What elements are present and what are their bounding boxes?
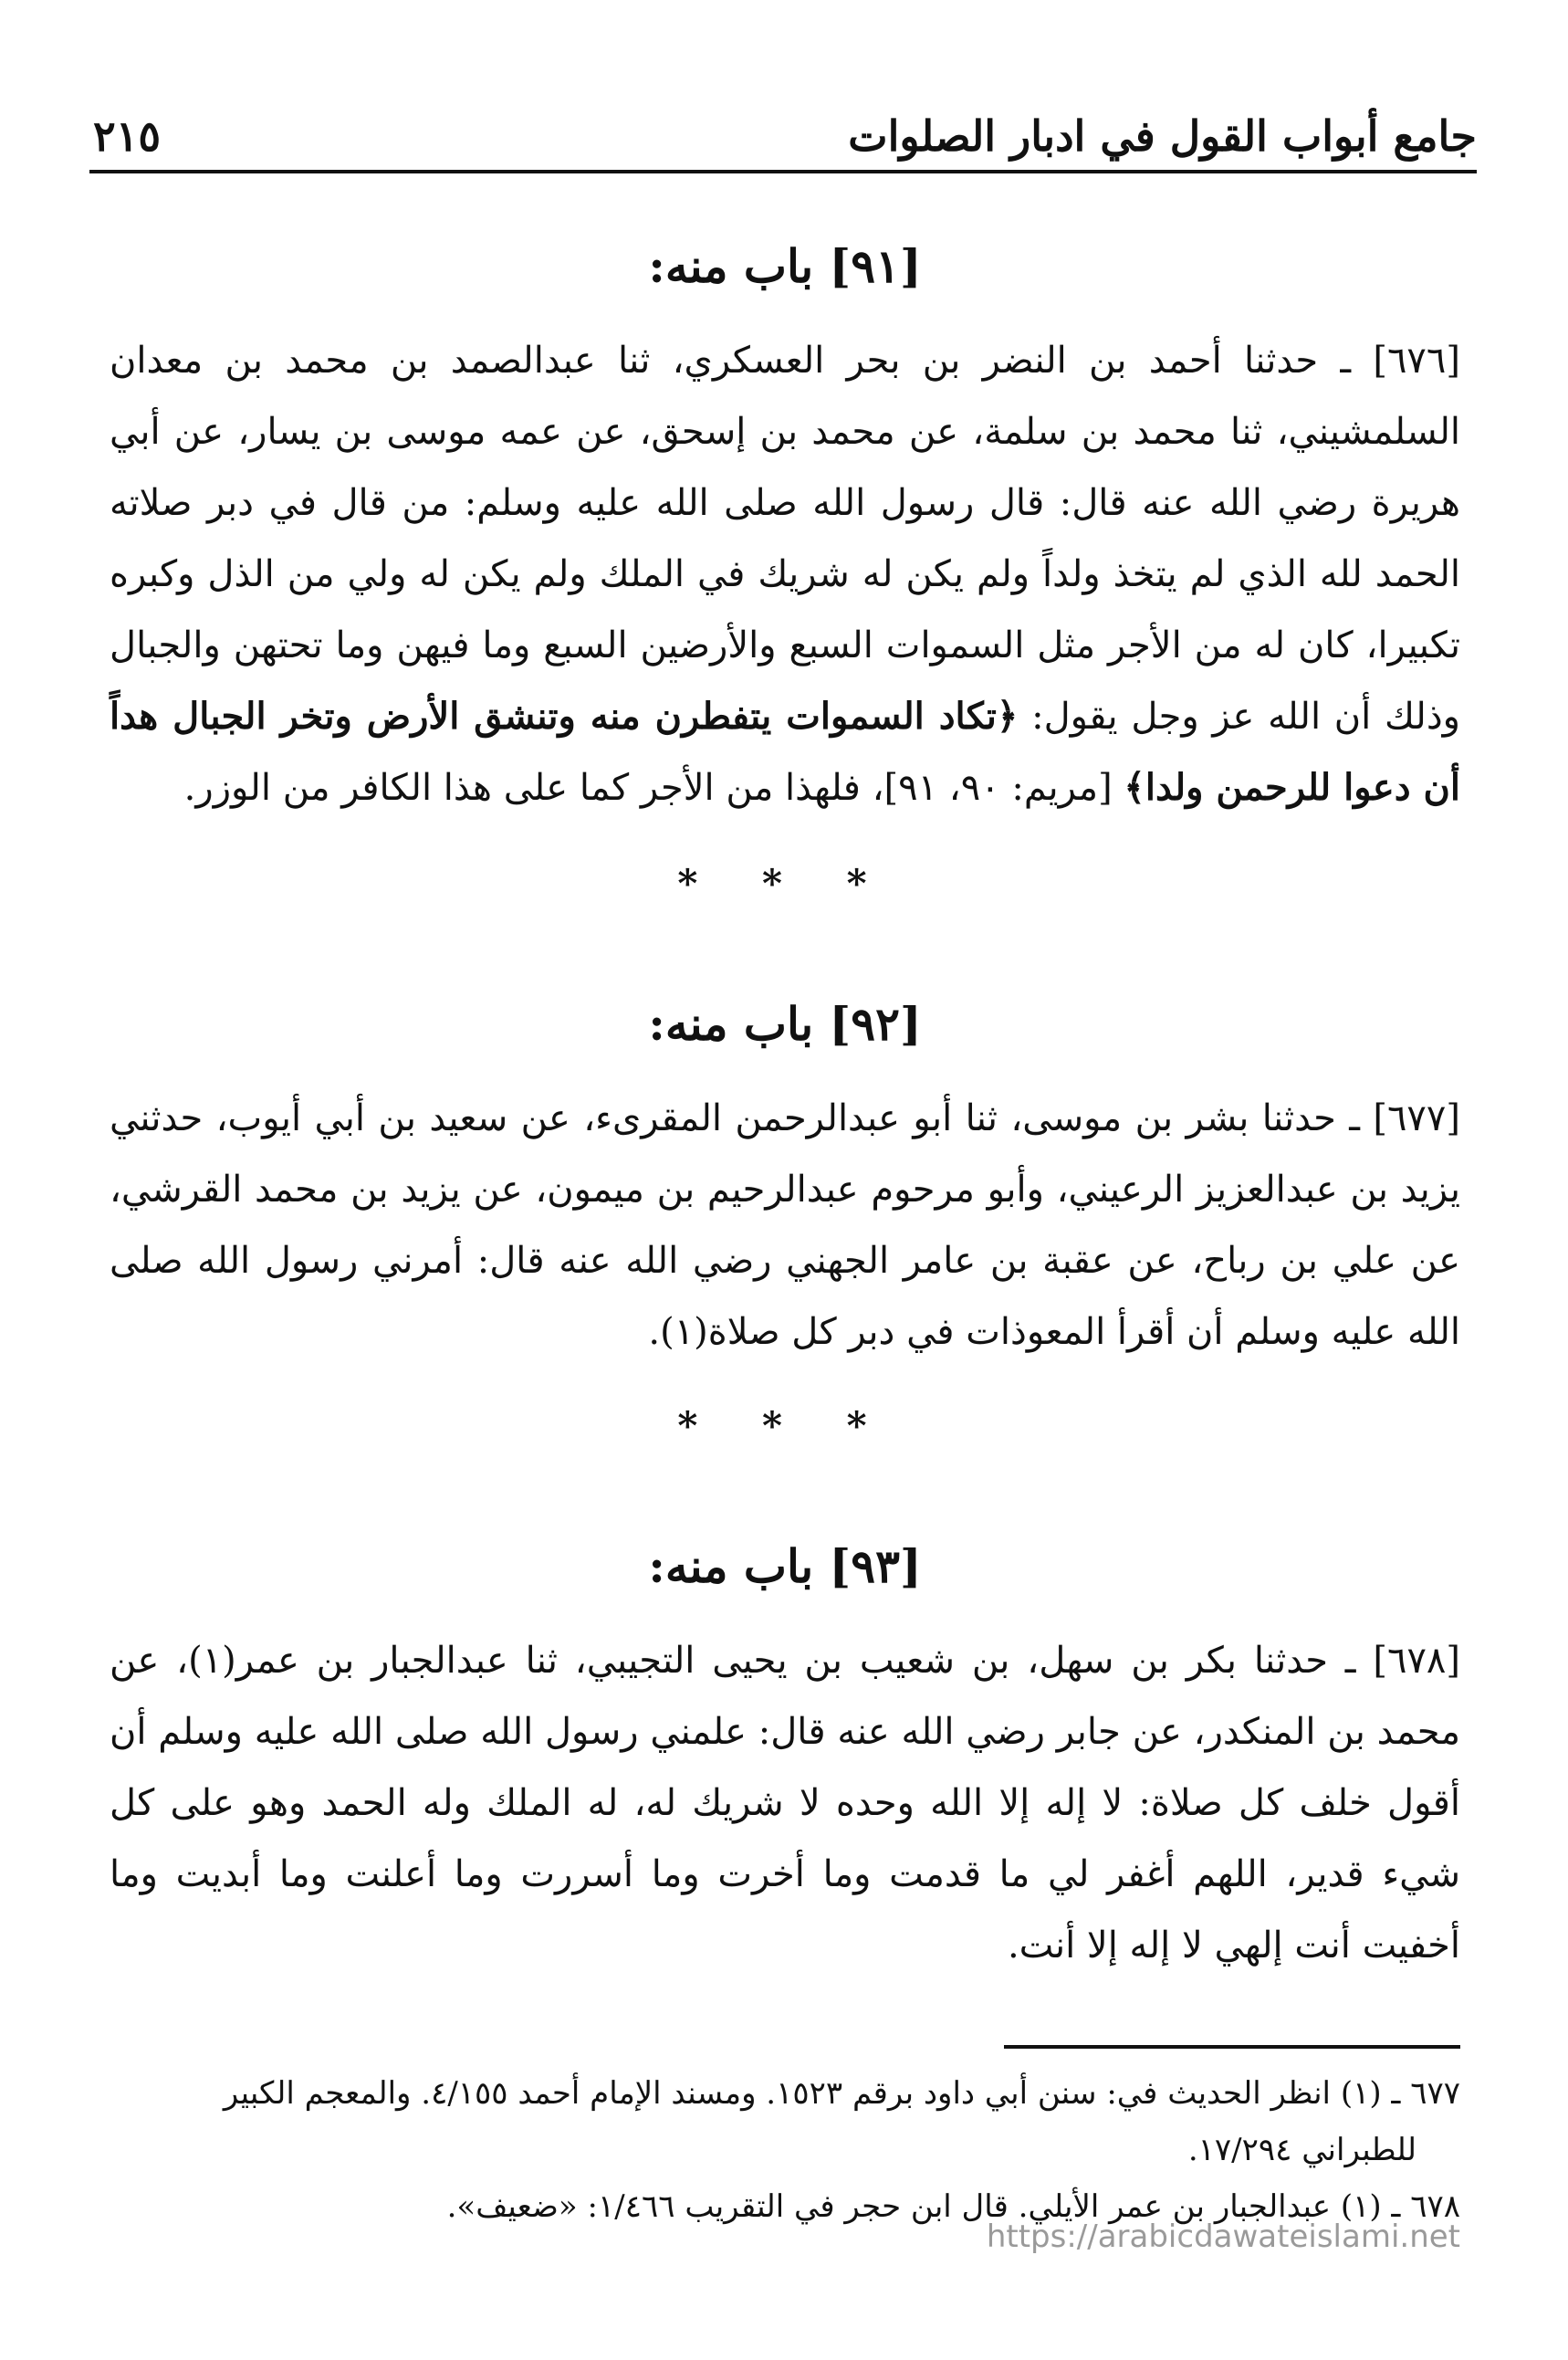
section-93 (110, 1539, 1460, 1981)
section-heading: [٩٣] باب منه: (648, 1539, 922, 1593)
footnote-678: ٦٧٨ ـ (١) عبدالجبار بن عمر الأيلي. قال ابن حجر في التقريب ١/٤٦٦: «ضعيف». (446, 2188, 1460, 2225)
page-number: ٢١٥ (93, 111, 162, 161)
hadith-676 (110, 325, 1460, 823)
footnote-677: ٦٧٧ ـ (١) انظر الحديث في: سنن أبي داود برقم ١٥٢٣. ومسند الإمام أحمد ٤/١٥٥. والمعجم الكبير (223, 2075, 1460, 2112)
section-92 (110, 997, 1460, 1368)
running-title: جامع أبواب القول في ادبار الصلوات (848, 111, 1477, 161)
quran-verse: ﴿تكاد السموات يتفطرن منه وتنشق الأرض وتخر الجبال هداً أن دعوا للرحمن ولدا﴾ (110, 695, 1460, 809)
watermark-url: https://arabicdawateislami.net (986, 2218, 1460, 2255)
page-header (89, 91, 1477, 173)
footnotes (110, 2065, 1460, 2235)
hadith-text: [٦٧٦] ـ حدثنا أحمد بن النضر بن بحر العسكري، ثنا عبدالصمد بن محمد بن معدان السلمشيني، ثنا محمد بن سلمة، عن محمد بن إسحق، عن عمه موسى بن يسار، عن أبي هريرة رضي الله عنه قال: قال رسول الله صلى الله عليه وسلم: من قال في دبر صلاته الحمد لله الذي لم يتخذ ولداً ولم يكن له شريك في الملك ولم يكن له ولي من الذل وكبره تكبيرا، كان له من الأجر مثل السموات السبع والأرضين السبع وما فيهن وما تحتهن والجبال وذلك أن الله عز وجل يقول: (110, 340, 1461, 738)
footnote-rule (1004, 2045, 1460, 2049)
footnote-677-continued: للطبراني ١٧/٢٩٤. (1187, 2132, 1416, 2168)
section-heading: [٩١] باب منه: (648, 239, 922, 293)
section-separator: * * * (677, 1403, 893, 1448)
section-91 (110, 239, 1460, 823)
hadith-677: [٦٧٧] ـ حدثنا بشر بن موسى، ثنا أبو عبدالرحمن المقرىء، عن سعيد بن أبي أيوب، حدثني يزيد بن عبدالعزيز الرعيني، وأبو مرحوم عبدالرحيم بن ميمون، عن يزيد بن محمد القرشي، عن علي بن رباح، عن عقبة بن عامر الجهني رضي الله عنه قال: أمرني رسول الله صلى الله عليه وسلم أن أقرأ المعوذات في دبر كل صلاة(١). (110, 1097, 1460, 1353)
section-separator: * * * (677, 861, 893, 906)
section-heading: [٩٢] باب منه: (648, 997, 922, 1051)
hadith-678: [٦٧٨] ـ حدثنا بكر بن سهل، بن شعيب بن يحيى التجيبي، ثنا عبدالجبار بن عمر(١)، عن محمد بن المنكدر، عن جابر رضي الله عنه قال: علمني رسول الله صلى الله عليه وسلم أن أقول خلف كل صلاة: لا إله إلا الله وحده لا شريك له، له الملك وله الحمد وهو على كل شيء قدير، اللهم أغفر لي ما قدمت وما أخرت وما أسررت وما أعلنت وما أبديت وما أخفيت أنت إلهي لا إله إلا أنت. (110, 1640, 1461, 1967)
hadith-text-end: [مريم: ٩٠، ٩١]، فلهذا من الأجر كما على هذا الكافر من الوزر. (183, 767, 1124, 809)
